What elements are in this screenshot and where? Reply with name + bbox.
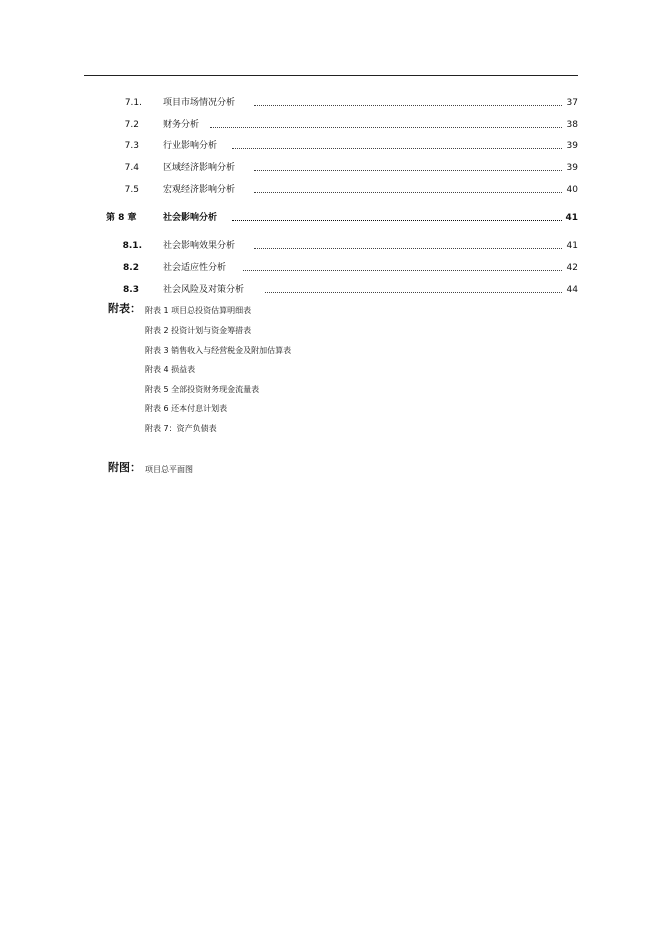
toc-title: 项目市场情况分析	[163, 98, 236, 108]
toc-leader-dots	[243, 261, 562, 271]
appendix-table-item[interactable]: 附表 3 销售收入与经营税金及附加估算表	[145, 346, 292, 355]
toc-row-7-2[interactable]	[0, 118, 662, 132]
appendix-figures-heading: 附图：	[108, 461, 141, 474]
toc-number: 8.1.	[122, 241, 142, 251]
toc-page-number: 37	[566, 98, 578, 108]
appendix-tables-heading: 附表：	[108, 302, 141, 315]
toc-title: 宏观经济影响分析	[163, 185, 236, 195]
appendix-table-item[interactable]: 附表 7：资产负债表	[145, 424, 217, 433]
toc-title: 财务分析	[163, 120, 200, 130]
toc-title: 社会适应性分析	[163, 263, 227, 273]
toc-page-number: 39	[566, 141, 578, 151]
toc-page-number: 44	[566, 285, 578, 295]
appendix-table-item[interactable]: 附表 4 损益表	[145, 365, 196, 374]
toc-page-number: 39	[566, 163, 578, 173]
toc-row-7-5[interactable]	[0, 183, 662, 197]
toc-number: 7.1.	[124, 98, 142, 108]
toc-number: 7.5	[124, 185, 139, 195]
toc-leader-dots	[254, 96, 562, 106]
toc-title: 社会风险及对策分析	[163, 285, 245, 295]
toc-number: 8.3	[123, 285, 139, 295]
toc-page-number: 41	[566, 241, 578, 251]
toc-number: 8.2	[123, 263, 139, 273]
toc-leader-dots	[265, 283, 562, 293]
toc-row-chapter-8[interactable]	[0, 211, 662, 225]
toc-row-7-1[interactable]	[0, 96, 662, 110]
appendix-table-item[interactable]: 附表 5 全部投资财务现金流量表	[145, 385, 260, 394]
toc-page-number: 38	[566, 120, 578, 130]
appendix-table-item[interactable]: 附表 2 投资计划与资金筹措表	[145, 326, 252, 335]
toc-leader-dots	[232, 139, 562, 149]
toc-row-8-3[interactable]	[0, 283, 662, 297]
appendix-table-item[interactable]: 附表 6 还本付息计划表	[145, 404, 228, 413]
toc-title: 区域经济影响分析	[163, 163, 236, 173]
toc-title: 社会影响分析	[163, 213, 218, 223]
toc-title: 社会影响效果分析	[163, 241, 236, 251]
toc-row-7-4[interactable]	[0, 161, 662, 175]
toc-chapter-number: 第 8 章	[106, 213, 137, 223]
toc-leader-dots	[254, 239, 562, 249]
toc-number: 7.2	[124, 120, 139, 130]
appendix-figure-item[interactable]: 项目总平面图	[145, 465, 193, 474]
toc-row-8-2[interactable]	[0, 261, 662, 275]
appendix-table-item[interactable]: 附表 1 项目总投资估算明细表	[145, 306, 252, 315]
toc-leader-dots	[254, 183, 562, 193]
toc-leader-dots	[210, 118, 562, 128]
toc-number: 7.4	[124, 163, 139, 173]
toc-leader-dots	[254, 161, 562, 171]
toc-page-number: 42	[566, 263, 578, 273]
toc-number: 7.3	[124, 141, 139, 151]
toc-leader-dots	[232, 211, 562, 221]
header-rule	[84, 75, 578, 76]
toc-page-number: 41	[565, 213, 578, 223]
toc-title: 行业影响分析	[163, 141, 218, 151]
toc-page-number: 40	[566, 185, 578, 195]
toc-row-7-3[interactable]	[0, 139, 662, 153]
toc-row-8-1[interactable]	[0, 239, 662, 253]
